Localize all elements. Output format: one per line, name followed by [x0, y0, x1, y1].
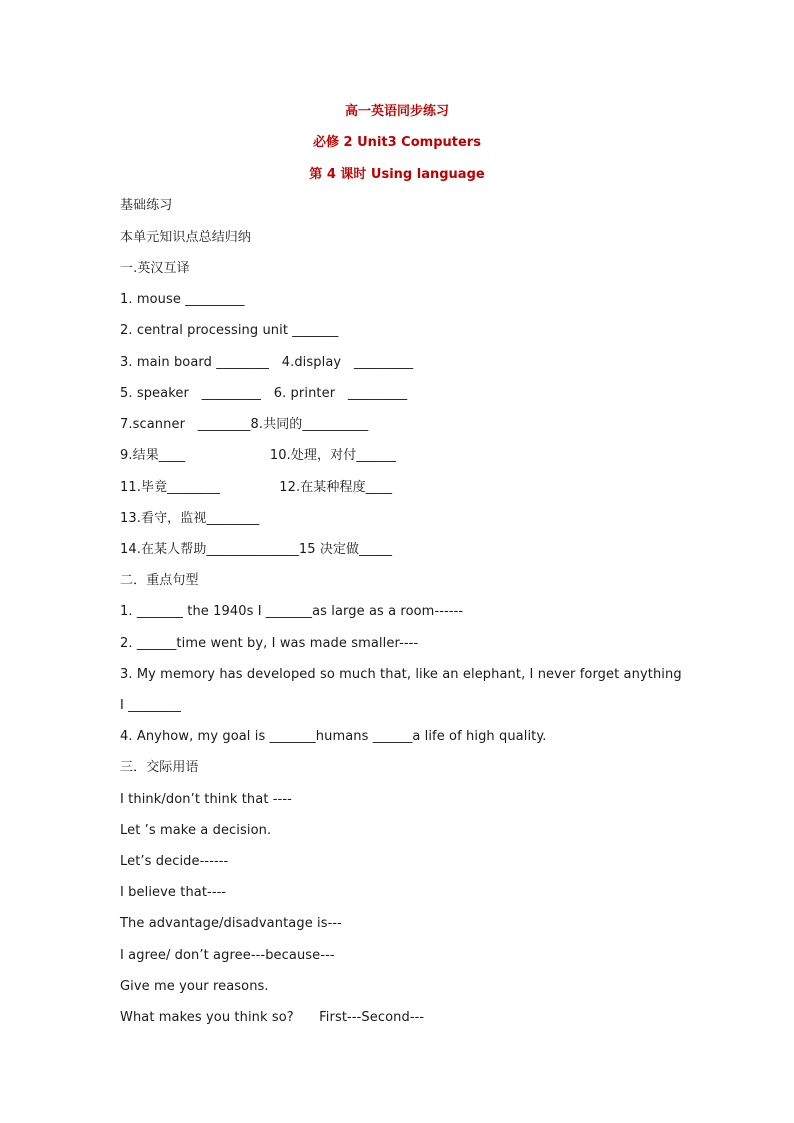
module-unit-heading: 必修 2 Unit3 Computers	[313, 135, 481, 150]
exercise-line: 7.scanner ________8.共同的__________	[120, 417, 369, 432]
phrase-line: Let ’s make a decision.	[120, 823, 272, 838]
phrase-line: Let’s decide------	[120, 854, 229, 869]
exercise-line: 2. ______time went by, I was made smaller----	[120, 636, 419, 651]
exercise-line: 1. mouse _________	[120, 292, 245, 307]
section-summary: 本单元知识点总结归纳	[120, 230, 252, 245]
lesson-heading: 第 4 课时 Using language	[309, 167, 485, 182]
phrase-line: The advantage/disadvantage is---	[120, 916, 342, 931]
exercise-line: 14.在某人帮助______________15 决定做_____	[120, 542, 393, 557]
exercise-line: 2. central processing unit _______	[120, 323, 339, 338]
phrase-line: I believe that----	[120, 885, 227, 900]
phrase-line: Give me your reasons.	[120, 979, 269, 994]
exercise-line: 4. Anyhow, my goal is _______humans ______a life of high quality.	[120, 729, 547, 744]
exercise-line: 3. My memory has developed so much that, like an elephant, I never forget anything	[120, 667, 682, 682]
phrase-line: I think/don’t think that ----	[120, 792, 292, 807]
phrase-line: I agree/ don’t agree---because---	[120, 948, 335, 963]
exercise-line: 3. main board ________ 4.display _________	[120, 355, 414, 370]
exercise-line: 1. _______ the 1940s I _______as large as a room------	[120, 604, 464, 619]
document-title: 高一英语同步练习	[344, 104, 449, 119]
section-translation-heading: 一.英汉互译	[120, 261, 190, 276]
exercise-line: I ________	[120, 698, 181, 713]
exercise-line: 11.毕竟________ 12.在某种程度____	[120, 480, 393, 495]
section-communication-heading: 三．交际用语	[120, 760, 199, 775]
exercise-line: 13.看守，监视________	[120, 511, 260, 526]
section-key-sentences-heading: 二．重点句型	[120, 573, 199, 588]
section-basic-practice: 基础练习	[120, 198, 173, 213]
exercise-line: 5. speaker _________ 6. printer _________	[120, 386, 408, 401]
exercise-line: 9.结果____ 10.处理，对付______	[120, 448, 396, 463]
phrase-line: What makes you think so? First---Second---	[120, 1010, 425, 1025]
